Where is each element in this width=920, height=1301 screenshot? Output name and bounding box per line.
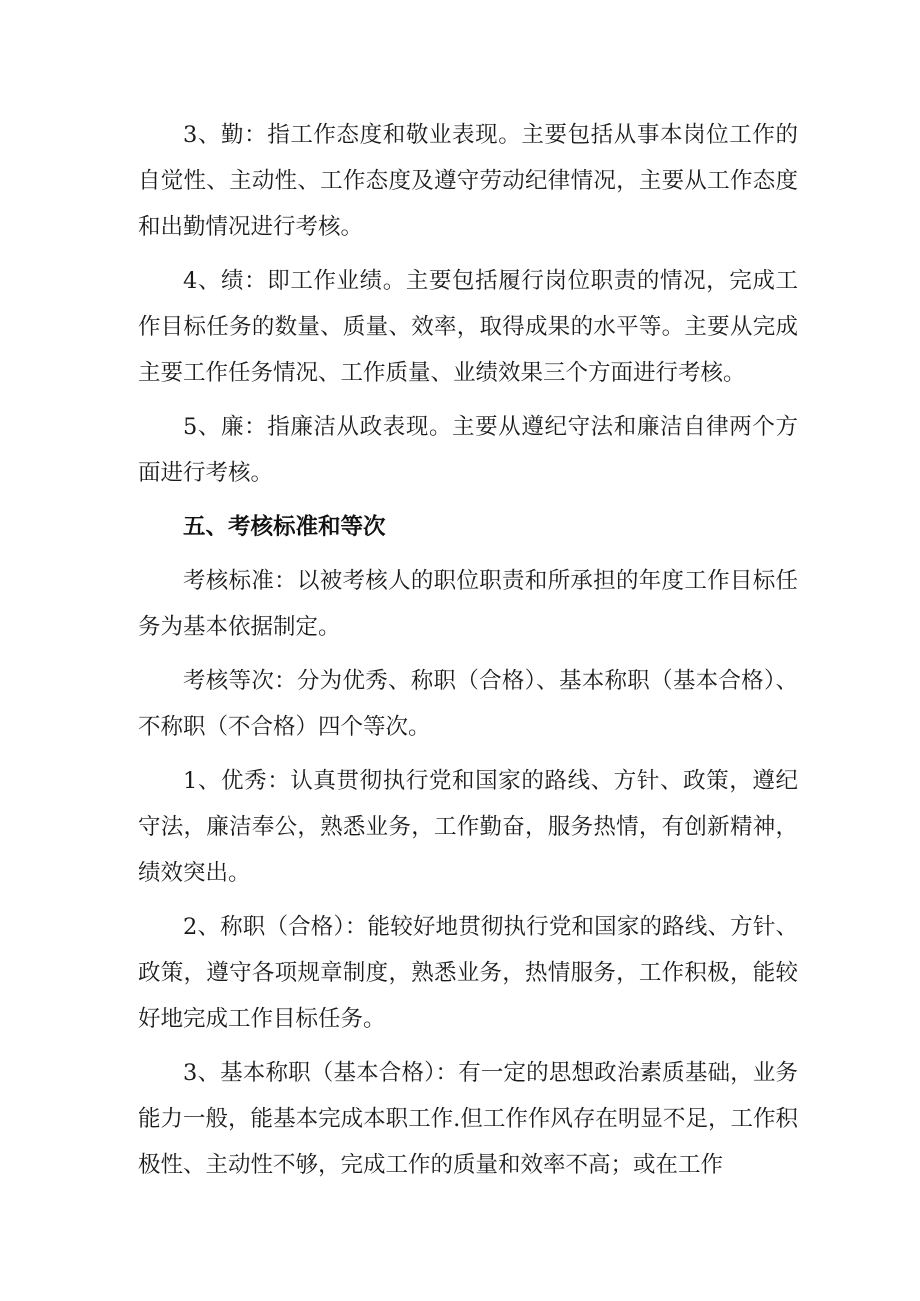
paragraph-integrity: 5、廉：指廉洁从政表现。主要从遵纪守法和廉洁自律两个方面进行考核。 (138, 414, 798, 486)
paragraph-competent: 2、称职（合格）：能较好地贯彻执行党和国家的路线、方针、政策，遵守各项规章制度，熟悉业务，热情服务，工作积极，能较好地完成工作目标任务。 (138, 914, 798, 1032)
paragraph-basic-competent: 3、基本称职（基本合格）：有一定的思想政治素质基础，业务能力一般，能基本完成本职工作.但工作作风存在明显不足，工作积极性、主动性不够，完成工作的质量和效率不高；或在工作 (138, 1060, 798, 1178)
paragraph-performance: 4、绩：即工作业绩。主要包括履行岗位职责的情况，完成工作目标任务的数量、质量、效率，取得成果的水平等。主要从完成主要工作任务情况、工作质量、业绩效果三个方面进行考核。 (138, 268, 798, 386)
paragraph-diligence: 3、勤：指工作态度和敬业表现。主要包括从事本岗位工作的自觉性、主动性、工作态度及遵守劳动纪律情况，主要从工作态度和出勤情况进行考核。 (138, 122, 798, 240)
paragraph-grades: 考核等次：分为优秀、称职（合格）、基本称职（基本合格）、不称职（不合格）四个等次。 (138, 668, 798, 740)
document-body (138, 112, 798, 1196)
paragraph-standard: 考核标准：以被考核人的职位职责和所承担的年度工作目标任务为基本依据制定。 (138, 568, 798, 640)
paragraph-excellent: 1、优秀：认真贯彻执行党和国家的路线、方针、政策，遵纪守法，廉洁奉公，熟悉业务，工作勤奋，服务热情，有创新精神，绩效突出。 (138, 768, 798, 886)
section-heading-standards: 五、考核标准和等次 (183, 514, 386, 540)
